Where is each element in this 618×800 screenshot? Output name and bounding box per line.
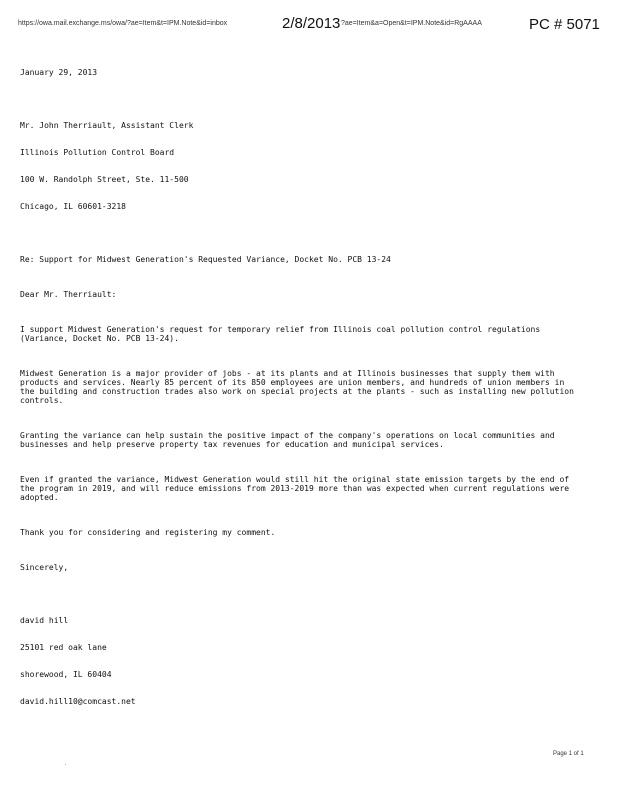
fax-date-stamp: 2/8/2013 xyxy=(282,15,341,32)
body-paragraph: Granting the variance can help sustain the positive impact of the company's operations on local communities and businesses and help preserve property tax revenues for education and municipal services. xyxy=(20,431,560,449)
recipient-line: Chicago, IL 60601-3218 xyxy=(20,202,126,211)
footer-mark: . xyxy=(64,761,68,767)
signature-email: david.hill10@comcast.net xyxy=(20,697,136,706)
recipient-line: Mr. John Therriault, Assistant Clerk xyxy=(20,121,194,130)
recipient-line: 100 W. Randolph Street, Ste. 11-500 xyxy=(20,175,189,184)
pc-number-stamp: PC # 5071 xyxy=(529,16,600,33)
body-paragraph: Midwest Generation is a major provider of jobs - at its plants and at Illinois businesses that supply them with products and services. Nearly 85 percent of its 850 employees are union members, and hundreds of union members in the building and construction trades also work on special projects at the plants - such as installing new pollution controls. xyxy=(20,369,579,405)
page-number: Page 1 of 1 xyxy=(553,751,584,757)
signature-street: 25101 red oak lane xyxy=(20,643,107,652)
signature-block xyxy=(20,598,580,724)
closing: Sincerely, xyxy=(20,563,69,572)
subject-line: Re: Support for Midwest Generation's Requested Variance, Docket No. PCB 13-24 xyxy=(20,255,391,264)
body-paragraph: Even if granted the variance, Midwest Generation would still hit the original state emission targets by the end of the program in 2019, and will reduce emissions from 2013-2019 more than was expected when current regulations were adopted. xyxy=(20,475,574,502)
body-paragraph: I support Midwest Generation's request for temporary relief from Illinois coal pollution control regulations (Variance, Docket No. PCB 13-24). xyxy=(20,325,545,343)
header-url-tail: ?ae=Item&a=Open&t=IPM.Note&id=RgAAAA xyxy=(341,20,482,27)
signature-name: david hill xyxy=(20,616,69,625)
letter-body xyxy=(20,50,580,741)
signature-city: shorewood, IL 60404 xyxy=(20,670,112,679)
header-url: https://owa.mail.exchange.ms/owa/?ae=Item&t=IPM.Note&id=inbox xyxy=(18,20,228,27)
recipient-address xyxy=(20,103,580,229)
body-paragraph: Thank you for considering and registering my comment. xyxy=(20,528,276,537)
recipient-line: Illinois Pollution Control Board xyxy=(20,148,175,157)
letter-date: January 29, 2013 xyxy=(20,68,98,77)
salutation: Dear Mr. Therriault: xyxy=(20,290,117,299)
